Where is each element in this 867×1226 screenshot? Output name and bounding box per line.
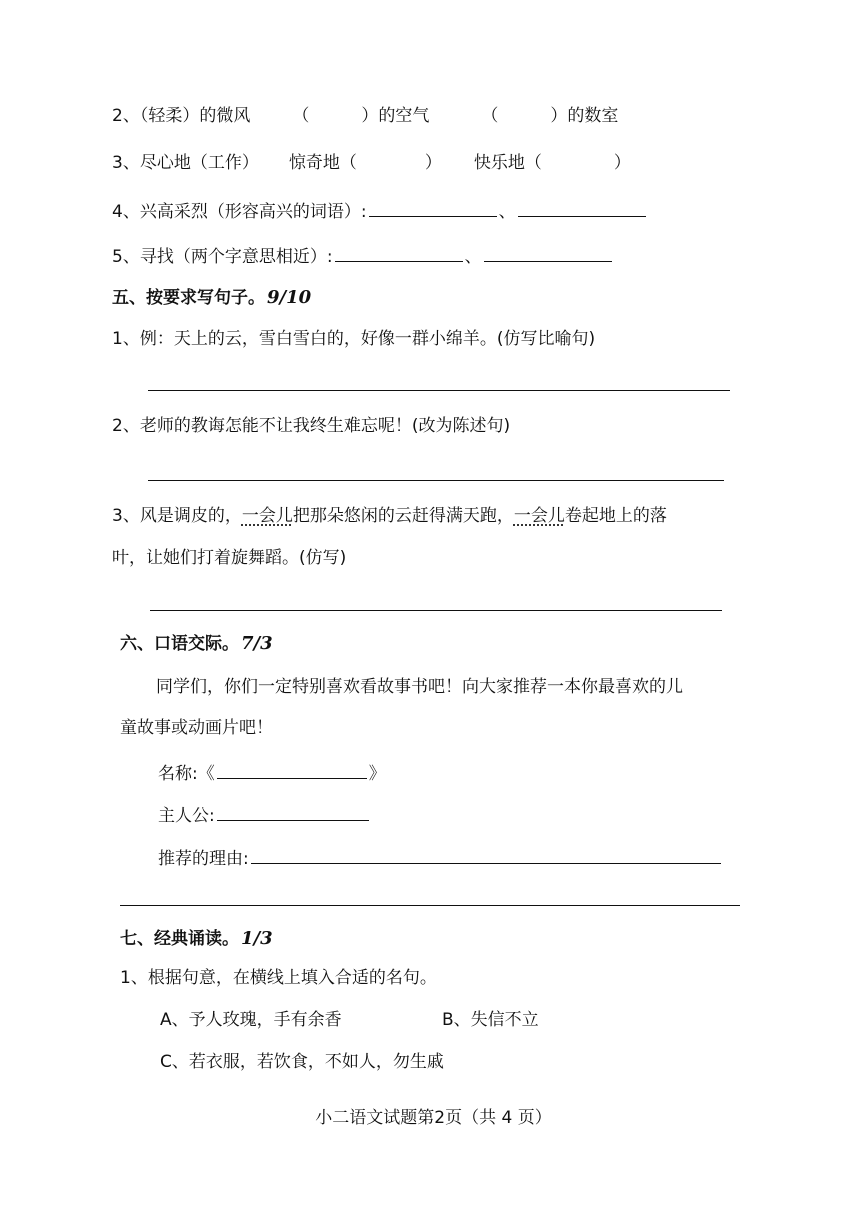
option-text: C、若衣服，若饮食，不如人，勿生戚: [160, 1052, 444, 1072]
s7-question-1: [120, 966, 437, 990]
reason-field[interactable]: [251, 845, 721, 864]
item-number: 5、: [112, 247, 140, 267]
s5-question-3: [112, 504, 667, 528]
bracket-open: （: [292, 106, 310, 126]
s7-option-c: [160, 1050, 444, 1074]
section-7-heading: [120, 927, 273, 951]
option-text: B、失信不立: [442, 1010, 539, 1030]
phrase-text: 尽心地（工作）: [139, 153, 259, 173]
prompt-text: 童故事或动画片吧！: [120, 718, 273, 738]
question-text: 2、老师的教诲怎能不让我终生难忘呢！(改为陈述句): [112, 416, 511, 436]
page-footer: 小二语文试题第2页（共 4 页）: [315, 1108, 552, 1128]
handwritten-score: 9/10: [267, 287, 312, 308]
option-text: A、予人玫瑰，手有余香: [160, 1010, 342, 1030]
bracket-open: （: [481, 106, 499, 126]
phrase-text: 惊奇地（: [288, 153, 357, 173]
answer-line[interactable]: [335, 243, 463, 262]
answer-line[interactable]: [150, 610, 722, 611]
q4-item-2: [112, 104, 618, 128]
question-text: 3、风是调皮的，: [112, 506, 242, 526]
handwritten-score: 1/3: [241, 928, 273, 949]
phrase-text: ）的空气: [361, 106, 430, 126]
s5-question-2: [112, 414, 510, 438]
s6-reason-row: [158, 845, 723, 869]
q4-item-4: [112, 198, 648, 222]
field-label: 推荐的理由:: [158, 849, 249, 869]
item-number: 2、: [112, 106, 140, 126]
emphasized-text: 一会儿: [513, 506, 565, 526]
field-label: 主人公:: [158, 806, 215, 826]
answer-line[interactable]: [148, 480, 724, 481]
s6-prompt-2: [120, 716, 273, 740]
name-field[interactable]: [217, 760, 367, 779]
prompt-text: 同学们，你们一定特别喜欢看故事书吧！向大家推荐一本你最喜欢的儿: [156, 677, 683, 697]
section-6-heading: [120, 632, 273, 656]
bracket-close: ）: [613, 153, 631, 173]
s7-option-a: [160, 1008, 342, 1032]
phrase-text: ）的数室: [550, 106, 619, 126]
item-number: 4、: [112, 202, 140, 222]
section-title: 五、按要求写句子。: [112, 288, 265, 308]
phrase-text: 寻找（两个字意思相近）:: [139, 247, 333, 267]
hero-field[interactable]: [217, 802, 369, 821]
answer-line[interactable]: [120, 905, 740, 906]
answer-line[interactable]: [369, 198, 497, 217]
q4-item-3: [112, 151, 631, 175]
phrase-text: （轻柔）的微风: [139, 106, 251, 126]
section-5-heading: [112, 286, 311, 310]
q4-item-5: [112, 243, 614, 267]
s7-option-b: [442, 1008, 539, 1032]
section-title: 六、口语交际。: [120, 634, 239, 654]
question-text: 1、根据句意，在横线上填入合适的名句。: [120, 968, 437, 988]
emphasized-text: 一会儿: [241, 506, 293, 526]
separator: 、: [464, 247, 482, 267]
s6-name-row: [158, 760, 386, 784]
s6-prompt-1: [156, 675, 683, 699]
bracket-close: ）: [424, 153, 442, 173]
separator: 、: [498, 202, 516, 222]
question-text: 卷起地上的落: [564, 506, 667, 526]
answer-line[interactable]: [484, 243, 612, 262]
item-number: 3、: [112, 153, 140, 173]
answer-line[interactable]: [148, 390, 730, 391]
question-text: 1、例：天上的云，雪白雪白的，好像一群小绵羊。(仿写比喻句): [112, 329, 596, 349]
phrase-text: 兴高采烈（形容高兴的词语）:: [139, 202, 367, 222]
s6-hero-row: [158, 802, 371, 826]
question-text: 把那朵悠闲的云赶得满天跑，: [292, 506, 514, 526]
section-title: 七、经典诵读。: [120, 929, 239, 949]
handwritten-score: 7/3: [241, 633, 273, 654]
answer-line[interactable]: [518, 198, 646, 217]
field-label: 名称:《: [158, 764, 215, 784]
bracket-close: 》: [368, 764, 386, 784]
question-text: 叶，让她们打着旋舞蹈。(仿写): [112, 548, 347, 568]
phrase-text: 快乐地（: [473, 153, 542, 173]
s5-question-3-cont: [112, 546, 346, 570]
s5-question-1: [112, 327, 595, 351]
